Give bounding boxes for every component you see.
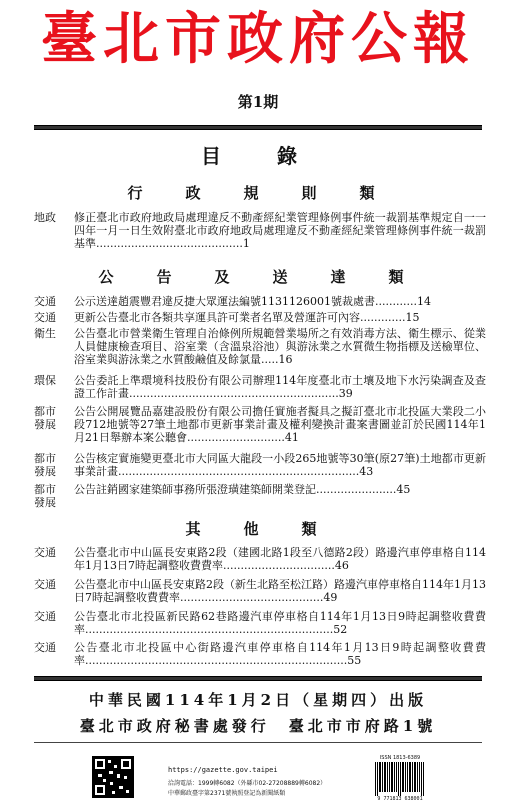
entry-text: 公告核定實施變更臺北市大同區大龍段一小段265地號等30筆(原27筆)土地都市更新事業計畫.....................................................................43 [74, 452, 486, 478]
entry-category: 地政 [34, 211, 56, 224]
publisher-line: 臺北市政府秘書處發行 臺北市市府路1號 [79, 717, 437, 735]
entry-page: 46 [334, 559, 349, 572]
toc-entry[interactable] [34, 295, 486, 309]
entry-page: 16 [278, 353, 293, 366]
entry-page: 14 [416, 295, 431, 308]
footer-divider [34, 742, 482, 743]
entry-category: 交通 [34, 610, 56, 623]
entry-page: 55 [347, 654, 362, 667]
entry-category: 都市發展 [34, 405, 56, 431]
entry-page: 43 [359, 465, 374, 478]
entry-category: 交通 [34, 311, 56, 324]
toc-entry[interactable] [34, 641, 486, 669]
entry-page: 41 [284, 431, 299, 444]
toc-entry[interactable] [34, 405, 486, 449]
entry-page: 52 [333, 623, 348, 636]
entry-category: 都市發展 [34, 452, 56, 478]
entry-text: 公告委託上準環境科技股份有限公司辦理114年度臺北市土壤及地下水污染調查及查證工作計畫............................................................39 [74, 374, 486, 400]
toc-entry[interactable] [34, 546, 486, 574]
toc-entry[interactable] [34, 374, 486, 402]
entry-page: 45 [396, 483, 411, 496]
contact-phone: 洽詢電話：1999轉6082（外縣市02-27208889轉6082） [168, 780, 327, 787]
entry-text: 公告註銷國家建築師事務所張澄璜建築師開業登記.......................45 [74, 483, 411, 496]
entry-text: 公告臺北市北投區新民路62巷路邊汽車停車格自114年1月13日9時起調整收費費率.......................................................................52 [74, 610, 486, 636]
toc-entry[interactable] [34, 211, 486, 255]
entry-category: 交通 [34, 578, 56, 591]
postal-registration: 中華郵政臺字第2371號執照登記為新聞紙類 [168, 790, 286, 797]
toc-entry[interactable] [34, 311, 486, 325]
bottom-rule [34, 676, 482, 681]
entry-category: 環保 [34, 374, 56, 387]
issue-number: 第1期 [237, 93, 279, 111]
publication-date: 中華民國114年1月2日（星期四）出版 [88, 691, 428, 709]
toc-title: 目 錄 [201, 144, 315, 168]
toc-entry[interactable] [34, 327, 486, 371]
toc-entry[interactable] [34, 610, 486, 638]
entry-page: 15 [405, 311, 420, 324]
entry-text: 公告臺北市營業衛生管理自治條例所規範營業場所之有效消毒方法、衛生標示、從業人員健康檢查項目、浴室業（含溫泉浴池）與游泳業之水質微生物指標及送檢單位、浴室業與游泳業之水質酸鹼值及餘氯量.....16 [74, 327, 486, 366]
entry-category: 交通 [34, 546, 56, 559]
entry-page: 1 [242, 237, 250, 250]
entry-text: 公示送達趙震豐君違反捷大眾運法編號1131126001號裁處書............14 [74, 295, 431, 308]
barcode-number: 9 771813 638001 [377, 796, 423, 802]
qr-code-icon[interactable] [92, 756, 134, 798]
toc-entry[interactable] [34, 483, 486, 511]
gazette-url[interactable]: https://gazette.gov.taipei [168, 766, 278, 774]
entry-text: 更新公告臺北市各類共享運具許可業者名單及營運許可內容.............15 [74, 311, 420, 324]
entry-page: 39 [338, 387, 353, 400]
entry-text: 公告公開展覽品嘉建設股份有限公司擔任實施者擬具之擬訂臺北市北投區大業段二小段712地號等27筆土地都市更新事業計畫及權利變換計畫案書圖並訂於民國114年1月21日舉辦本案公聽會............................41 [74, 405, 486, 444]
toc-entry[interactable] [34, 452, 486, 480]
section-title-others: 其 他 類 [185, 520, 331, 538]
entry-text: 修正臺北市政府地政局處理違反不動產經紀業管理條例事件統一裁罰基準規定自一一四年一月一日生效附臺北市政府地政局處理違反不動產經紀業管理條例事件統一裁罰基準..........................................1 [74, 211, 486, 250]
entry-category: 都市發展 [34, 483, 56, 509]
section-title-regulations: 行 政 規 則 類 [127, 184, 389, 202]
entry-page: 49 [323, 591, 338, 604]
entry-category: 衛生 [34, 327, 56, 340]
section-title-notices: 公 告 及 送 達 類 [98, 268, 418, 286]
top-rule [34, 125, 482, 130]
entry-text: 公告臺北市中山區長安東路2段（建國北路1段至八德路2段）路邊汽車停車格自114年1月13日7時起調整收費費率................................46 [74, 546, 486, 572]
toc-entry[interactable] [34, 578, 486, 606]
entry-category: 交通 [34, 295, 56, 308]
issn-label: ISSN 1813-6389 [379, 755, 421, 761]
entry-text: 公告臺北市北投區中心街路邊汽車停車格自114年1月13日9時起調整收費費率...........................................................................55 [74, 641, 486, 667]
gazette-masthead: 臺北市政府公報 [41, 6, 475, 72]
entry-category: 交通 [34, 641, 56, 654]
barcode-icon [374, 762, 426, 796]
entry-text: 公告臺北市中山區長安東路2段（新生北路至松江路）路邊汽車停車格自114年1月13日7時起調整收費費率.........................................49 [74, 578, 486, 604]
